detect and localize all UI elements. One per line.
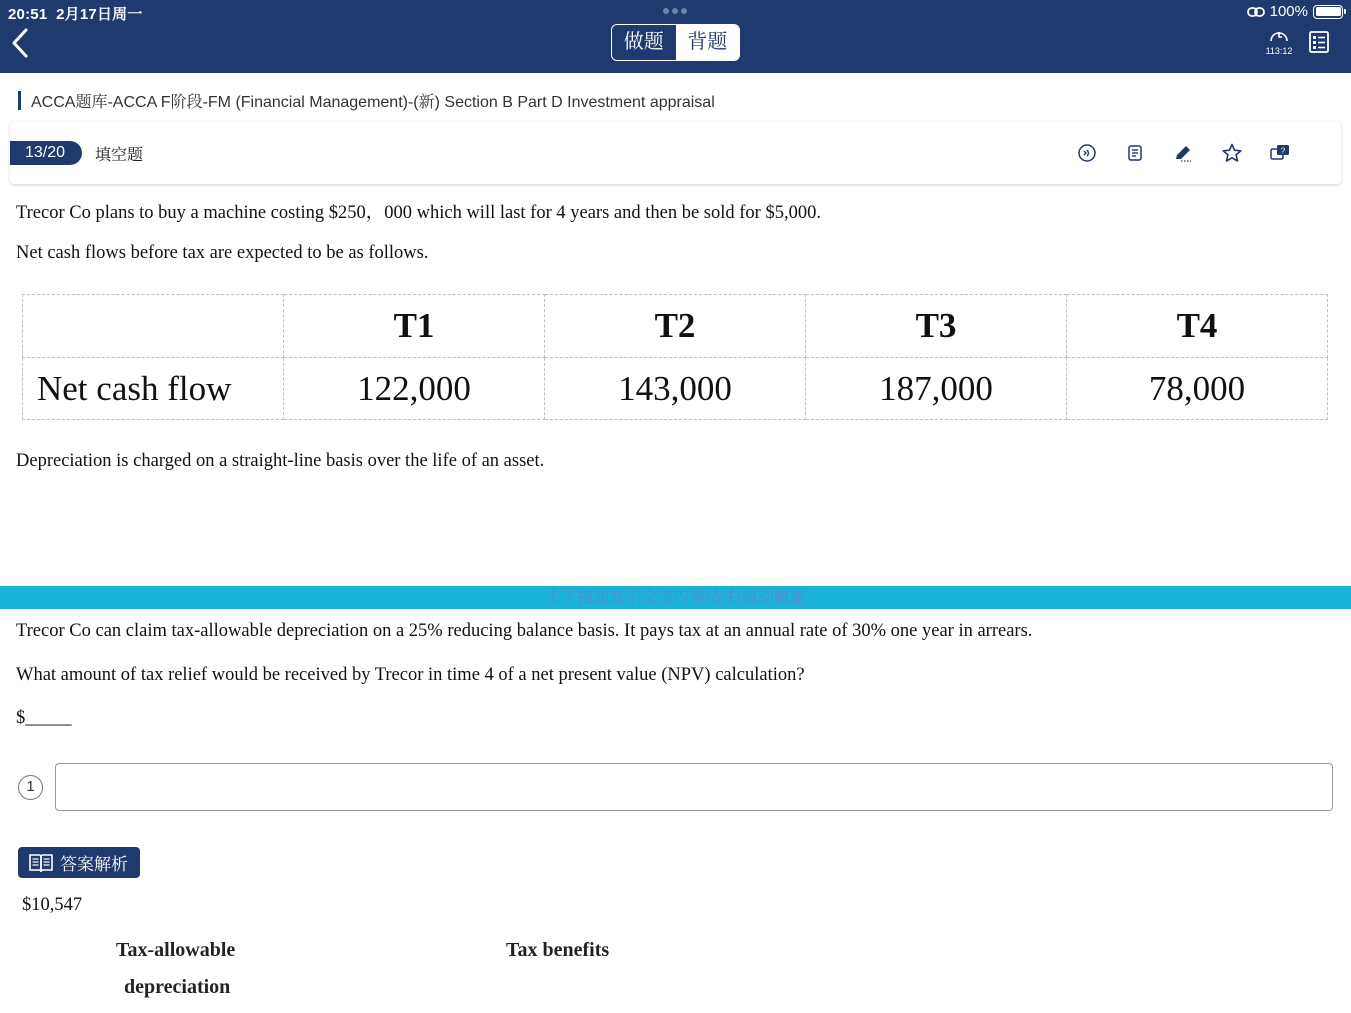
question-prompt: What amount of tax relief would be received by Trecor in time 4 of a net present value (NPV) calculation? — [16, 665, 805, 685]
question-paragraph-3: Depreciation is charged on a straight-line basis over the life of an asset. — [16, 451, 545, 471]
notes-icon — [1124, 142, 1146, 164]
answer-sheet-button[interactable] — [1309, 31, 1329, 58]
answer-sheet-icon — [1309, 31, 1329, 53]
breadcrumb — [18, 89, 715, 112]
answer-input[interactable] — [55, 763, 1333, 811]
breadcrumb-text: ACCA题库-ACCA F阶段-FM (Financial Management)-(新) Section B Part D Investment appraisal — [31, 94, 715, 111]
back-chevron-icon — [8, 26, 36, 60]
notes-button[interactable] — [1124, 142, 1146, 164]
answer-blank: $_____ — [16, 708, 72, 728]
star-icon — [1221, 142, 1243, 164]
status-time: 20:51 2月17日周一 — [8, 6, 143, 23]
timer-readout: 113:12 — [1265, 46, 1293, 56]
edit-icon — [1172, 142, 1194, 164]
table-cell: 187,000 — [806, 358, 1067, 420]
analysis-button[interactable] — [18, 847, 140, 878]
table-header-cell: T2 — [545, 295, 806, 358]
analysis-answer: $10,547 — [22, 895, 83, 915]
audio-icon — [1076, 142, 1098, 164]
mode-switch — [611, 24, 740, 61]
tab-practice[interactable]: 做题 — [623, 31, 664, 53]
table-row — [23, 358, 1328, 420]
audio-button[interactable] — [1076, 142, 1098, 164]
top-navigation-bar — [0, 0, 1351, 73]
battery-icon — [1313, 5, 1343, 19]
question-paragraph-1: Trecor Co plans to buy a machine costing $250，000 which will last for 4 years and then be sold for $5,000. — [16, 203, 821, 223]
table-header-row — [23, 295, 1328, 358]
battery-percent: 100% — [1269, 3, 1308, 20]
cash-flow-table — [22, 294, 1328, 420]
blank-index: 1 — [18, 775, 43, 800]
timer-button[interactable] — [1259, 27, 1299, 56]
link-icon — [1247, 6, 1265, 18]
table-header-cell — [23, 295, 284, 358]
breadcrumb-marker — [18, 91, 21, 110]
book-icon — [28, 852, 54, 874]
analysis-button-label: 答案解析 — [60, 855, 128, 874]
favorite-button[interactable] — [1221, 142, 1243, 164]
table-header-cell: T1 — [284, 295, 545, 358]
table-cell: 122,000 — [284, 358, 545, 420]
edit-button[interactable] — [1172, 142, 1194, 164]
analysis-column-heading-2: Tax benefits — [506, 939, 610, 961]
multitask-dots-icon[interactable] — [663, 8, 687, 14]
question-type: 填空题 — [95, 147, 144, 164]
drag-divider[interactable]: 上下拖动显示全部内容/左右滑动做题 — [0, 586, 1351, 609]
feedback-icon — [1269, 142, 1291, 164]
question-number-badge: 13/20 — [10, 141, 82, 165]
table-cell: 78,000 — [1067, 358, 1328, 420]
status-indicators — [1247, 3, 1343, 20]
analysis-column-heading-1: Tax-allowable — [116, 939, 236, 961]
question-paragraph-4: Trecor Co can claim tax-allowable depreciation on a 25% reducing balance basis. It pays tax at an annual rate of 30% one year in arrears. — [16, 621, 1033, 641]
table-row-label: Net cash flow — [23, 358, 284, 420]
svg-text:?: ? — [1280, 146, 1286, 156]
table-header-cell: T4 — [1067, 295, 1328, 358]
table-cell: 143,000 — [545, 358, 806, 420]
question-paragraph-2: Net cash flows before tax are expected to be as follows. — [16, 243, 429, 263]
back-button[interactable] — [8, 26, 36, 60]
analysis-column-heading-1b: depreciation — [124, 976, 231, 998]
question-header — [10, 122, 1341, 184]
table-header-cell: T3 — [806, 295, 1067, 358]
timer-icon — [1268, 27, 1290, 43]
feedback-button[interactable] — [1269, 142, 1291, 164]
tab-review[interactable]: 背题 — [676, 25, 740, 60]
